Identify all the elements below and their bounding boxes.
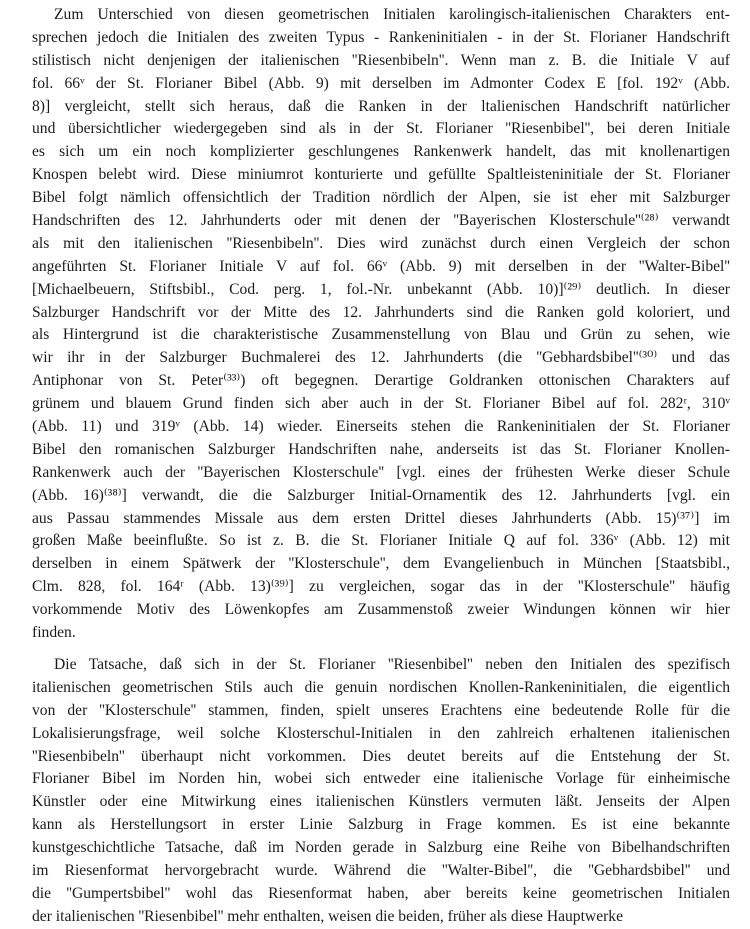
text-line: stilistisch nicht denjenigen der italienischen ''Riesenbibeln''. Wenn man z. B. die Initiale V auf: [32, 51, 730, 69]
text-line: derselben in einem Spätwerk der ''Klosterschule'', dem Evangelienbuch in München [Staatsbibl.,: [32, 555, 730, 573]
text-line: es sich um ein noch komplizierter geschlungenes Rankenwerk handelt, das mit knollenartigen: [32, 143, 730, 161]
text-line: (Abb. 11) und 319ᵛ (Abb. 14) wieder. Einerseits stehen die Rankeninitialen der St. Florianer: [32, 418, 730, 436]
text-line: Knospen belebt wird. Diese miniumrot konturierte und gefüllte Spaltleisteninitiale der St. Florianer: [32, 166, 730, 184]
text-line: und übersichtlicher wiedergegeben sind als in der St. Florianer ''Riesenbibel'', bei deren Initiale: [32, 120, 730, 138]
text-line: Clm. 828, fol. 164ʳ (Abb. 13)⁽³⁹⁾] zu vergleichen, sogar das in der ''Klosterschule'' häufig: [32, 578, 730, 596]
text-line: (Abb. 16)⁽³⁸⁾] verwandt, die die Salzburger Initial-Ornamentik des 12. Jahrhunderts [vgl. ein: [32, 486, 730, 504]
text-line: angeführten St. Florianer Initiale V auf fol. 66ᵛ (Abb. 9) mit derselben in der ''Walter-Bibel'': [32, 257, 730, 275]
paragraph: [32, 4, 730, 645]
text-line: vorkommende Motiv des Löwenkopfes am Zusammenstoß zweier Windungen können wir hier: [32, 601, 730, 619]
text-line: von der ''Klosterschule'' stammen, finden, spielt unseres Erachtens eine bedeutende Rolle für die: [32, 701, 730, 719]
text-line: im Riesenformat hervorgebracht wurde. Während die ''Walter-Bibel'', die ''Gebhardsbibel'' und: [32, 861, 730, 879]
text-line: Die Tatsache, daß sich in der St. Florianer ''Riesenbibel'' neben den Initialen des spezifisch: [54, 655, 730, 673]
text-line: wir ihr in der Salzburger Buchmalerei des 12. Jahrhunderts (die ''Gebhardsbibel''⁽³⁰⁾ und das: [32, 349, 730, 367]
text-line: der italienischen ''Riesenbibel'' mehr enthalten, weisen die beiden, früher als diese Hauptwerke: [32, 907, 624, 925]
paragraph: [32, 654, 730, 929]
text-line: Salzburger Handschrift vor der Mitte des 12. Jahrhunderts sind die Ranken gold koloriert, und: [32, 303, 730, 321]
text-line: ''Riesenbibeln'' überhaupt nicht vorkommen. Dies deutet bereits auf die Entstehung der St.: [32, 747, 730, 765]
text-line: Antiphonar von St. Peter⁽³³⁾) oft begegnen. Derartige Goldranken ottonischen Charakters auf: [32, 372, 730, 390]
text-line: Künstler oder eine Mitwirkung eines italienischen Künstlers vermuten läßt. Jenseits der Alpen: [32, 793, 730, 811]
text-line: Rankenwerk auch der ''Bayerischen Klosterschule'' [vgl. eines der frühesten Werke dieser Schule: [32, 463, 730, 481]
paragraph-gap: [32, 645, 730, 654]
text-line: sprechen jedoch die Initialen des zweiten Typus - Rankeninitialen - in der St. Florianer Handschrift: [32, 28, 730, 46]
text-line: Florianer Bibel im Norden hin, wobei sich entweder eine italienische Vorlage für einheimische: [32, 770, 730, 788]
text-line: Lokalisierungsfrage, weil solche Klosterschul-Initialen in den zahlreich erhaltenen italienischen: [32, 724, 730, 742]
text-line: die ''Gumpertsbibel'' wohl das Riesenformat haben, aber bereits keine geometrischen Initialen: [32, 884, 730, 902]
text-line: großen Maße beeinflußte. So ist z. B. die St. Florianer Initiale Q auf fol. 336ᵛ (Abb. 12) mit: [32, 532, 730, 550]
text-line: kann als Herstellungsort in erster Linie Salzburg in Frage kommen. Es ist eine bekannte: [32, 816, 730, 834]
text-line: 8)] vergleicht, stellt sich heraus, daß die Ranken in der ltalienischen Handschrift natürlicher: [32, 97, 730, 115]
text-line: grünem und blauem Grund finden sich aber auch in der St. Florianer Bibel auf fol. 282ʳ, 310ᵛ: [32, 395, 730, 413]
text-line: [Michaelbeuern, Stiftsbibl., Cod. perg. 1, fol.-Nr. unbekannt (Abb. 10)]⁽²⁹⁾ deutlich. In dieser: [32, 280, 730, 298]
text-line: italienischen geometrischen Stils auch die genuin nordischen Knollen-Rankeninitialen, die eigentlich: [32, 678, 730, 696]
text-line: finden.: [32, 624, 76, 642]
text-line: fol. 66ᵛ der St. Florianer Bibel (Abb. 9) mit derselben im Admonter Codex E [fol. 192ᵛ (Abb.: [32, 74, 730, 92]
text-line: Handschriften des 12. Jahrhunderts oder mit denen der ''Bayerischen Klosterschule''⁽²⁸⁾ verwandt: [32, 212, 730, 230]
text-line: als Hintergrund ist die charakteristische Zusammenstellung von Blau und Grün zu sehen, wie: [32, 326, 730, 344]
text-line: als mit den italienischen ''Riesenbibeln''. Dies wird zunächst durch einen Vergleich der schon: [32, 234, 730, 252]
text-line: Zum Unterschied von diesen geometrischen Initialen karolingisch-italienischen Charakters ent-: [54, 6, 730, 23]
text-line: Bibel den romanischen Salzburger Handschriften nahe, anderseits ist das St. Florianer Knollen-: [32, 440, 730, 458]
text-line: kunstgeschichtliche Tatsache, daß im Norden gerade in Salzburg eine Reihe von Bibelhandschriften: [32, 839, 730, 857]
text-line: aus Passau stammendes Missale aus dem ersten Drittel dieses Jahrhunderts (Abb. 15)⁽³⁷⁾] im: [32, 509, 730, 527]
text-line: Bibel folgt nämlich offensichtlich der Tradition nördlich der Alpen, sie ist eher mit Salzburger: [32, 189, 730, 207]
